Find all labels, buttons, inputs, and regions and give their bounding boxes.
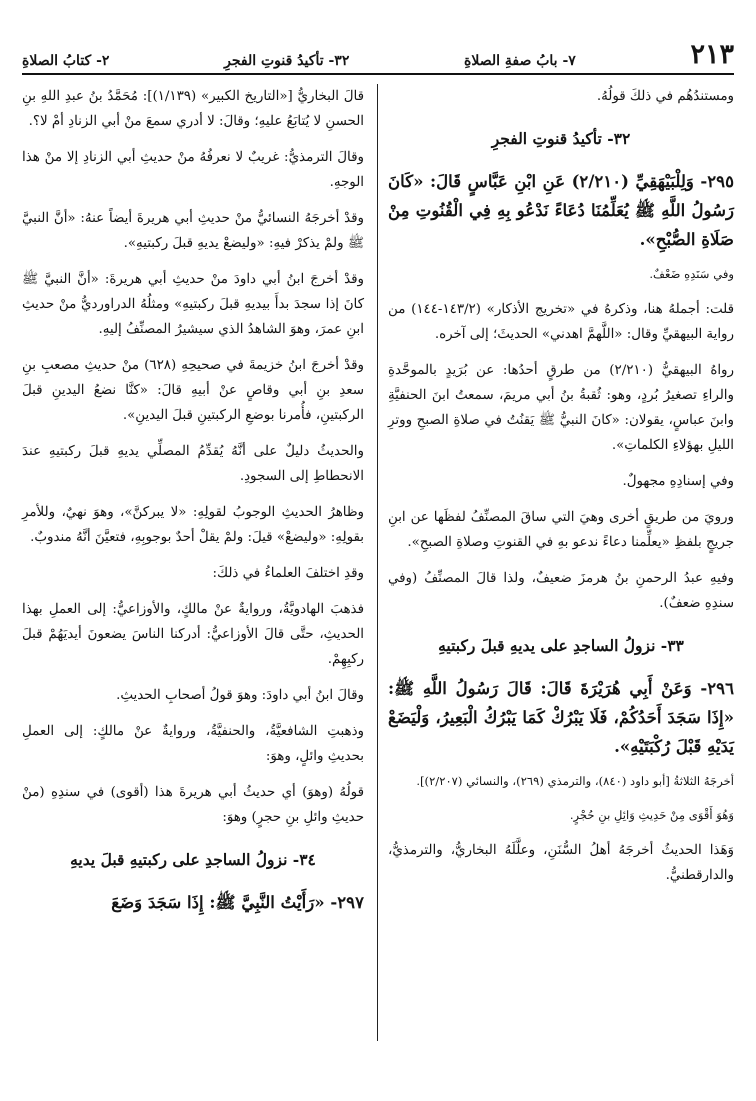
commentary-paragraph: ورويَ من طريقٍ أخرى وهيَ التي ساقَ المصنِّفُ لفظَها عن ابنِ جريجٍ بلفظِ «يعلِّمنا دعاءً ندعو بهِ في القنوتِ وصلاةِ الصبحِ». — [388, 510, 734, 550]
section-title: ٣٢- تأكيدُ قنوتِ الفجرِ — [224, 53, 350, 69]
page-number: ٢١٣ — [690, 39, 734, 70]
commentary-paragraph: وقدْ أخرجَ ابنُ خزيمةَ في صحيحِهِ (٦٢٨) منْ حديثِ مصعبِ بنِ سعدِ بنِ أبي وقاصٍ عنْ أبيهِ قالَ: «كنَّا نضعُ اليدينِ قبلَ الركبتينِ، فأُمرنا بوضعِ الركبتينِ قبلَ اليدينِ». — [22, 358, 364, 423]
commentary-paragraph: وفيهِ عبدُ الرحمنِ بنُ هرمزَ ضعيفٌ، ولذا قالَ المصنِّفُ (وفي سندِهِ ضعفٌ). — [388, 571, 734, 611]
left-column — [22, 84, 364, 1079]
book-title: ٢- كتابُ الصلاةِ — [22, 53, 110, 69]
commentary-paragraph: وقدْ أخرجَهُ النسائيُّ منْ حديثِ أبي هريرةَ أيضاً عنهُ: «أنَّ النبيَّ ﷺ ولمْ يذكرْ فيهِ: «وليضعْ يديهِ قبلَ ركبتيهِ». — [22, 211, 364, 251]
section-heading: ٣٣- نزولُ الساجدِ على يديهِ قبلَ ركبتيهِ — [438, 636, 684, 655]
hadith-text: ٢٩٧- «رَأَيْتُ النَّبِيَّ ﷺ: إِذَا سَجَدَ وَضَعَ — [111, 892, 364, 912]
commentary-paragraph: قلت: أجملهُ هنا، وذكرهُ في «تخريج الأذكار» (١٤٣/٢-١٤٤) من رواية البيهقيِّ وقال: «اللَّهمَّ اهدني» الحديثَ؛ إلى آخره. — [388, 302, 734, 342]
takhrij-note: أخرجَهُ الثلاثةُ [أبو داود (٨٤٠)، والترمذي (٢٦٩)، والنسائي (٢/٢٠٧)]. — [416, 774, 734, 788]
commentary-paragraph: فذهبَ الهادويَّةُ، وروايةٌ عنْ مالكٍ، والأوزاعيُّ: إلى العملِ بهذا الحديثِ، حتَّى قالَ الأوزاعيُّ: أدركنا الناسَ يضعونَ أيديَهُمْ قبلَ ركبِهِمْ. — [22, 602, 364, 667]
commentary-paragraph: قولُهُ (وهوَ) أي حديثُ أبي هريرةَ هذا (أقوى) في سندِهِ (منْ حديثِ وائلِ بنِ حجرٍ) وهوَ: — [22, 785, 364, 825]
chapter-title: ٧- بابُ صفةِ الصلاةِ — [464, 53, 576, 69]
hadith-text: ٢٩٥- وَلِلْبَيْهَقِيِّ (٢/٢١٠) عَنِ ابْنِ عَبَّاسٍ قَالَ: «كَانَ رَسُولُ اللَّهِ ﷺ يُعَلِّمُنَا دُعَاءً نَدْعُو بِهِ فِي الْقُنُوتِ مِنْ صَلَاةِ الصُّبْحِ». — [388, 171, 734, 249]
commentary-paragraph: والحديثُ دليلٌ على أنَّهُ يُقدِّمُ المصلِّي يديهِ قبلَ ركبتيهِ عندَ الانحطاطِ إلى السجودِ. — [22, 444, 364, 484]
commentary-paragraph: رواهُ البيهقيُّ (٢/٢١٠) من طرقٍ أحدُها: عن بُرَيدٍ بالموحَّدةِ والراءِ تصغيرُ بُردٍ، وهو: ثُقبةُ بنُ أبي مريمَ، سمعتُ ابنَ الحنفيَّةِ وابنَ عباسٍ، يقولان: «كانَ النبيُّ ﷺ يَقنُتُ في صلاةِ الصبحِ ووترِ الليلِ بهؤلاءِ الكلماتِ». — [388, 363, 734, 453]
commentary-paragraph: وذهبتِ الشافعيَّةُ، والحنفيَّةُ، وروايةٌ عنْ مالكٍ: إلى العملِ بحديثِ وائلٍ، وهوَ: — [22, 724, 364, 764]
paragraph: وفي سَنَدِهِ ضَعْفٌ. — [649, 267, 734, 281]
right-column — [388, 84, 734, 1079]
commentary-paragraph: وقدِ اختلفَ العلماءُ في ذلكَ: — [212, 566, 364, 581]
commentary-paragraph: وقالَ ابنُ أبي داودَ: وهوَ قولُ أصحابِ الحديثِ. — [116, 688, 364, 703]
section-heading: ٣٤- نزولُ الساجدِ على ركبتيهِ قبلَ يديهِ — [70, 850, 316, 869]
commentary-paragraph: وقدْ أخرجَ ابنُ أبي داودَ منْ حديثِ أبي هريرةَ: «أنَّ النبيَّ ﷺ كانَ إذا سجدَ بدأَ بيديهِ قبلَ ركبتيهِ» ومثلُهُ الدراورديُّ منْ حديثِ ابنِ عمرَ، وهوَ الشاهدُ الذي سيشيرُ المصنِّفُ إليهِ. — [22, 272, 364, 337]
column-divider — [377, 84, 378, 1041]
commentary-paragraph: وقالَ الترمذيُّ: غريبٌ لا نعرفُهُ منْ حديثِ أبي الزنادِ إلا منْ هذا الوجهِ. — [22, 150, 364, 190]
commentary-paragraph: قالَ البخاريُّ [«التاريخ الكبير» (١/١٣٩)]: مُحَمَّدُ بنُ عبدِ اللهِ بنِ الحسنِ لا يُتابَعُ عليهِ؛ وقالَ: لا أدري سمعَ منْ أبي الزنادِ أمْ لا؟. — [22, 89, 364, 129]
paragraph: ومستندُهُم في ذلكَ قولُهُ. — [596, 89, 734, 104]
commentary-paragraph: وفي إسنادِهِ مجهولٌ. — [622, 474, 734, 489]
commentary-paragraph: وَهَذا الحديثُ أخرجَهُ أهلُ السُّنَنِ، وعلَّلَهُ البخاريُّ، والترمذيُّ، والدارقطنيُّ. — [388, 843, 734, 883]
commentary-paragraph: وظاهرُ الحديثِ الوجوبُ لقولِهِ: «لا يبركنَّ»، وهوَ نهيٌ، وللأمرِ بقولِهِ: «وليضعْ» قيلَ: ولمْ يقلْ أحدٌ بوجوبِهِ، فتعيَّنَ أنَّهُ مندوبٌ. — [22, 505, 364, 545]
page-header — [22, 38, 734, 75]
hadith-text: ٢٩٦- وَعَنْ أَبِي هُرَيْرَةَ قَالَ: قَالَ رَسُولُ اللَّهِ ﷺ: «إِذَا سَجَدَ أَحَدُكُمْ، فَلَا يَبْرُكْ كَمَا يَبْرُكُ الْبَعِيرُ، وَلْيَضَعْ يَدَيْهِ قَبْلَ رُكْبَتَيْهِ». — [388, 678, 734, 756]
paragraph: وَهُوَ أَقْوَى مِنْ حَدِيثِ وَائِلِ بنِ حُجْرٍ. — [569, 808, 734, 822]
section-heading: ٣٢- تأكيدُ قنوتِ الفجرِ — [491, 129, 631, 148]
